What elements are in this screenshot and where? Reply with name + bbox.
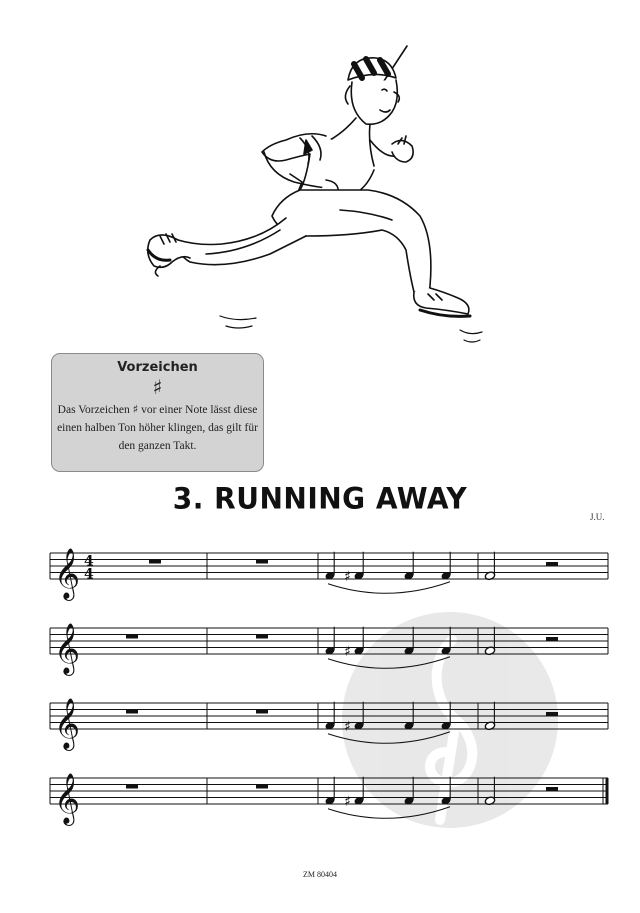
treble-clef: 𝄞: [54, 548, 81, 599]
sharp-accidental: ♯: [344, 643, 351, 660]
song-title: 3. RUNNING AWAY: [172, 481, 468, 516]
staff-system: [50, 548, 608, 601]
info-text-before: Das Vorzeichen: [57, 404, 130, 416]
music-score: [0, 520, 640, 850]
running-boy-illustration: [130, 40, 490, 350]
time-signature-top: 4: [84, 553, 94, 570]
half-rest: [546, 712, 558, 716]
half-rest: [546, 787, 558, 791]
whole-rest: [126, 785, 138, 789]
info-text-after: vor einer Note lässt diese einen halben Ton höher klingen, das gilt für den ganzen Takt.: [57, 404, 258, 452]
whole-rest: [256, 785, 268, 789]
composer-credit: J.U.: [590, 512, 605, 522]
info-box-text: [52, 400, 263, 455]
half-rest: [546, 637, 558, 641]
treble-clef: 𝄞: [54, 623, 81, 674]
whole-rest: [149, 560, 161, 564]
sharp-symbol: ♯: [152, 375, 163, 399]
whole-rest: [126, 635, 138, 639]
half-rest: [546, 562, 558, 566]
whole-rest: [256, 560, 268, 564]
treble-clef: 𝄞: [54, 773, 81, 824]
sharp-accidental: ♯: [344, 568, 351, 585]
inline-sharp-symbol: ♯: [132, 402, 139, 416]
accidental-info-box: [51, 353, 264, 472]
catalog-number: ZM 80404: [303, 870, 337, 879]
whole-rest: [126, 710, 138, 714]
sharp-accidental: ♯: [344, 793, 351, 810]
treble-clef: 𝄞: [54, 698, 81, 749]
whole-rest: [256, 635, 268, 639]
whole-rest: [256, 710, 268, 714]
sharp-accidental: ♯: [344, 718, 351, 735]
info-box-title: Vorzeichen: [117, 360, 198, 375]
time-signature-bottom: 4: [84, 566, 94, 583]
